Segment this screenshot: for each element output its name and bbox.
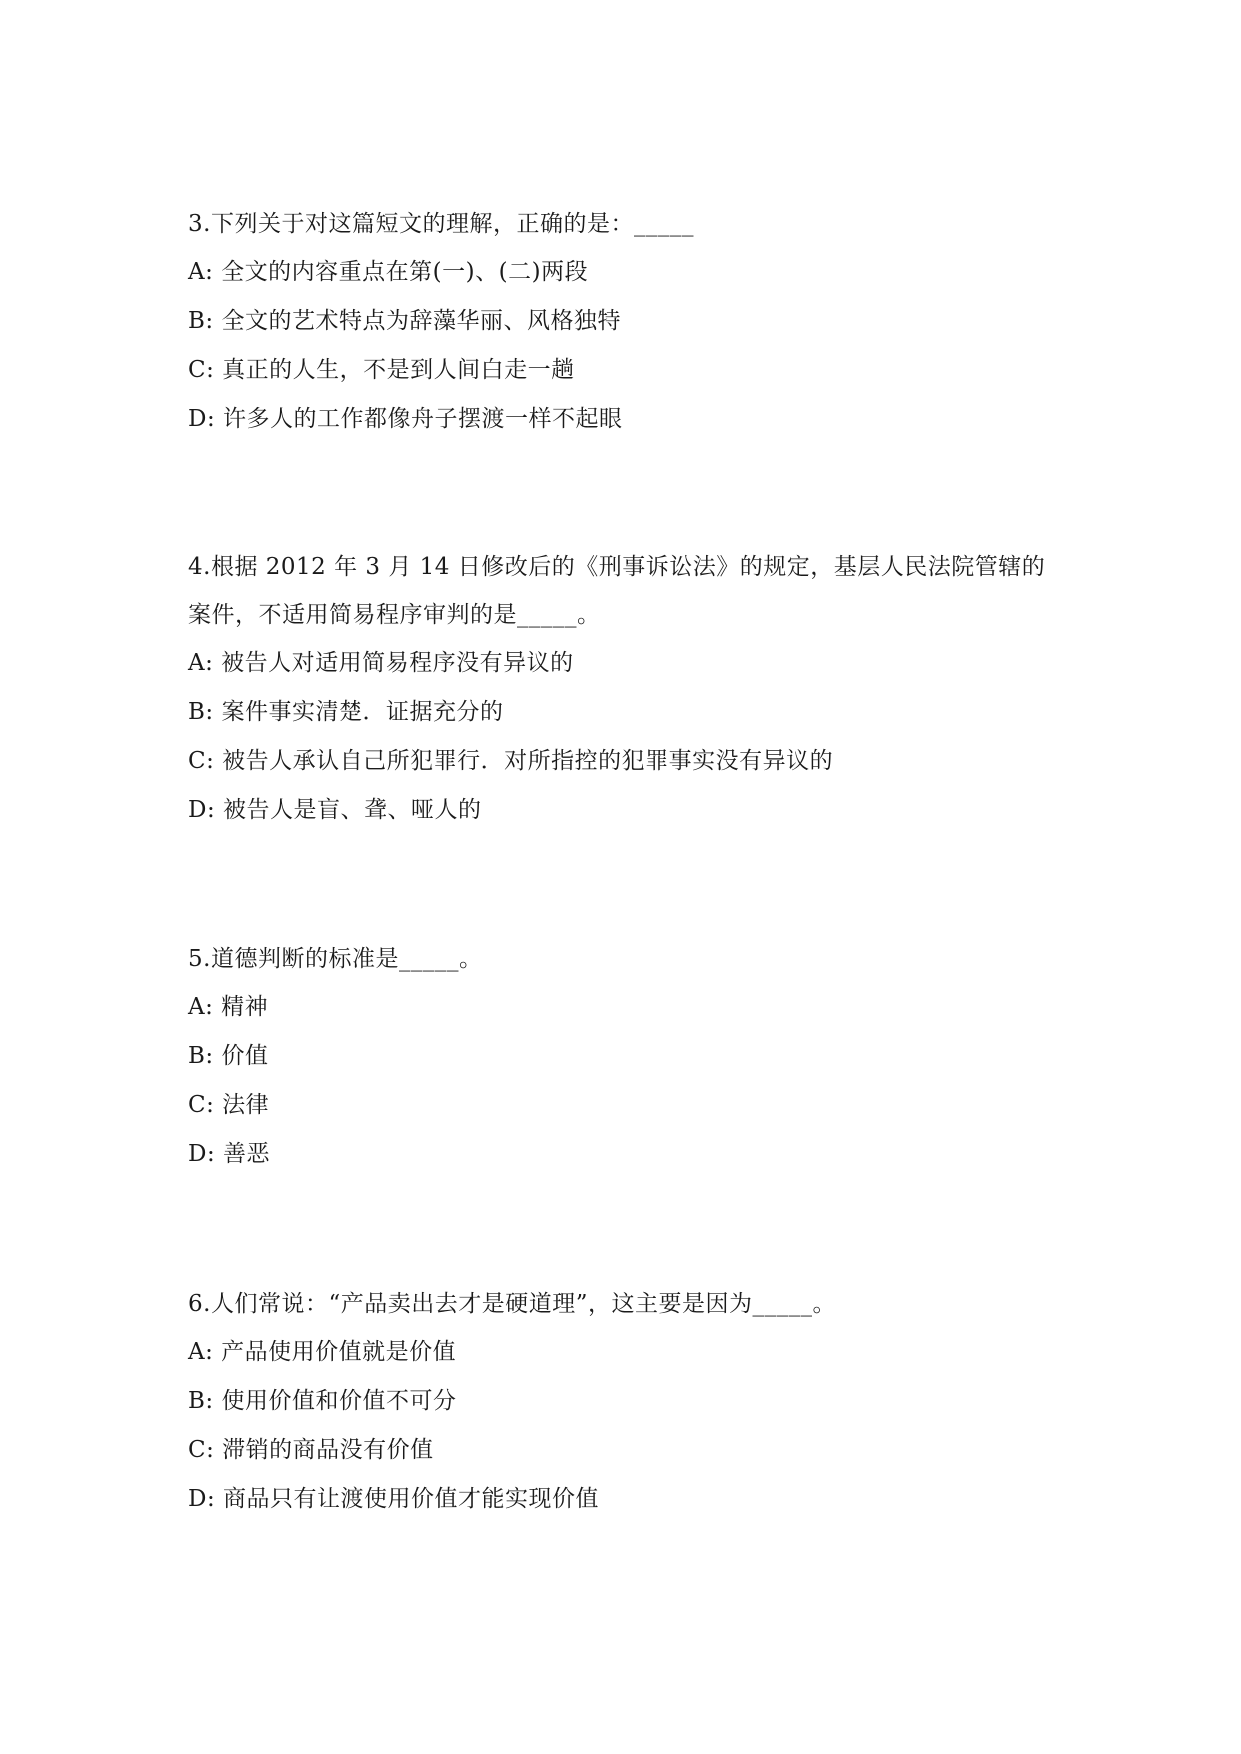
- option-c: C: 法律: [188, 1092, 270, 1118]
- option-a: A: 产品使用价值就是价值: [188, 1339, 457, 1365]
- option-b: B: 使用价值和价值不可分: [188, 1388, 457, 1414]
- question-4: [188, 543, 1068, 835]
- option-d: D: 被告人是盲、聋、哑人的: [188, 797, 482, 823]
- option-b: B: 价值: [188, 1043, 269, 1069]
- question-stem: 6.人们常说：“产品卖出去才是硬道理”，这主要是因为_____。: [188, 1291, 836, 1317]
- option-a: A: 精神: [188, 994, 269, 1020]
- option-c: C: 被告人承认自己所犯罪行．对所指控的犯罪事实没有异议的: [188, 748, 834, 774]
- question-stem: 5.道德判断的标准是_____。: [188, 946, 483, 972]
- option-c: C: 滞销的商品没有价值: [188, 1437, 434, 1463]
- option-d: D: 商品只有让渡使用价值才能实现价值: [188, 1486, 600, 1512]
- question-stem: 4.根据 2012 年 3 月 14 日修改后的《刑事诉讼法》的规定，基层人民法院管辖的案件，不适用简易程序审判的是_____。: [188, 554, 1046, 628]
- option-d: D: 善恶: [188, 1141, 271, 1167]
- question-stem: 3.下列关于对这篇短文的理解，正确的是：_____: [188, 211, 694, 237]
- question-3: [188, 200, 1068, 444]
- option-c: C: 真正的人生，不是到人间白走一趟: [188, 357, 575, 383]
- option-a: A: 全文的内容重点在第(一)、(二)两段: [188, 259, 589, 285]
- option-b: B: 全文的艺术特点为辞藻华丽、风格独特: [188, 308, 621, 334]
- option-a: A: 被告人对适用简易程序没有异议的: [188, 650, 574, 676]
- question-5: [188, 935, 1068, 1179]
- option-b: B: 案件事实清楚．证据充分的: [188, 699, 504, 725]
- question-6: [188, 1280, 1068, 1524]
- option-d: D: 许多人的工作都像舟子摆渡一样不起眼: [188, 406, 623, 432]
